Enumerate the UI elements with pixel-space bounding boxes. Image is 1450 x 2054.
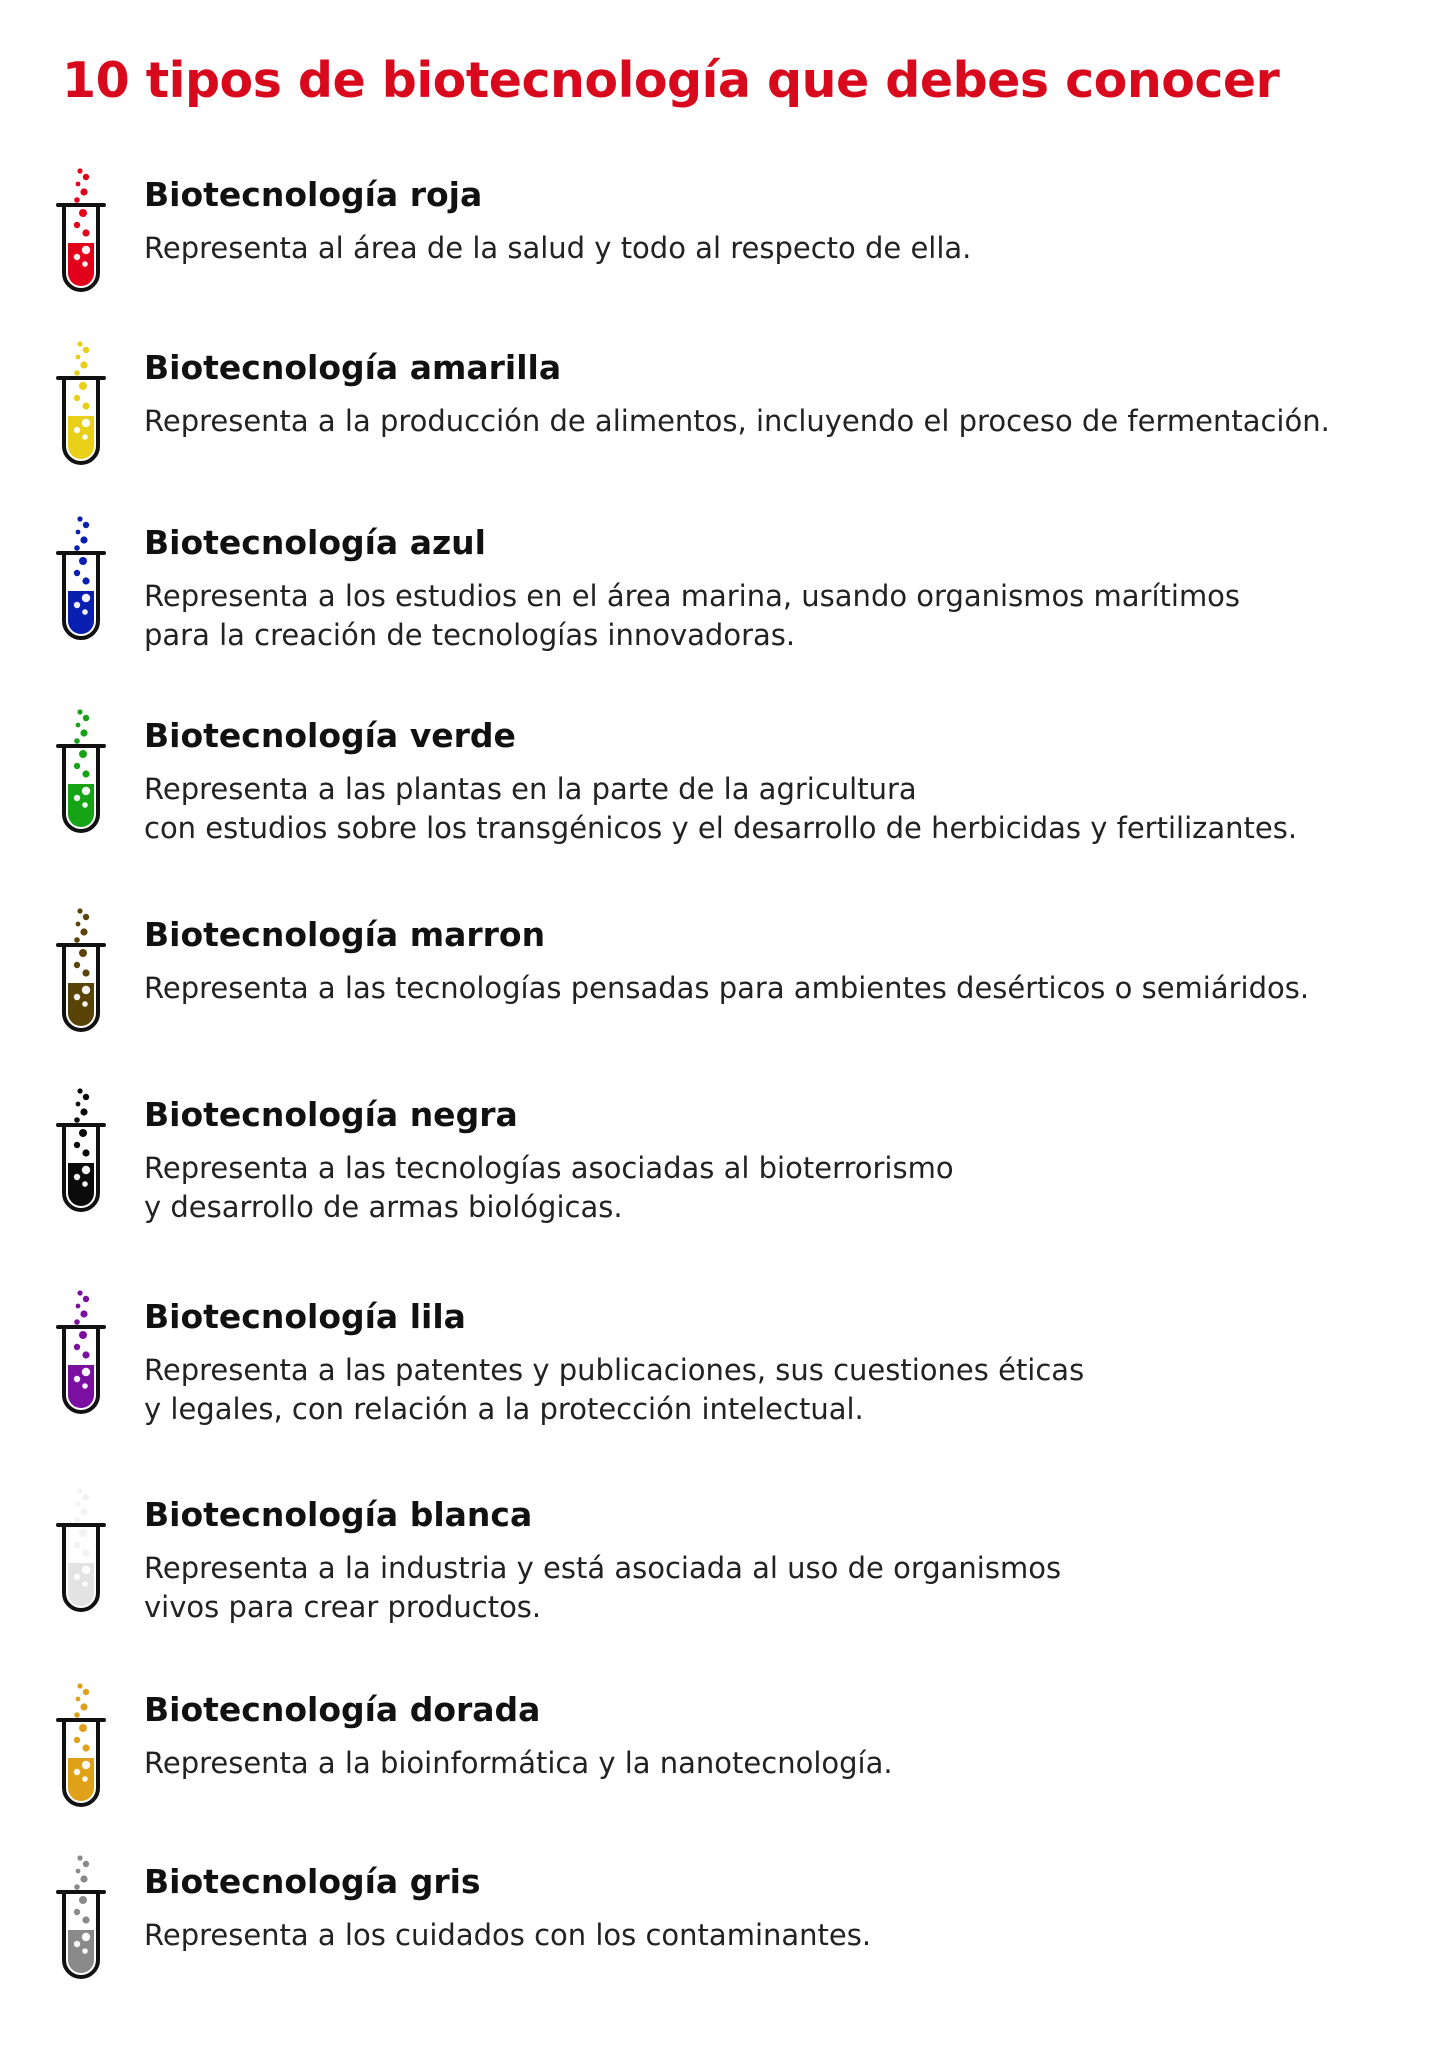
biotech-name: Biotecnología blanca <box>144 1495 533 1534</box>
description-line: Representa a las tecnologías asociadas al bioterrorismo <box>144 1151 954 1185</box>
biotech-description <box>144 770 1297 848</box>
biotech-text <box>144 1862 871 1955</box>
description-line: Representa a la producción de alimentos, incluyendo el proceso de fermentación. <box>144 404 1330 438</box>
biotech-name: Biotecnología marron <box>144 915 546 954</box>
test-tube-icon <box>56 1485 116 1617</box>
description-line: Representa a los cuidados con los contaminantes. <box>144 1918 872 1952</box>
biotech-description <box>144 1916 871 1955</box>
biotech-name: Biotecnología amarilla <box>144 348 562 387</box>
test-tube-icon <box>56 1680 116 1812</box>
biotech-description <box>144 1351 1084 1429</box>
biotech-name: Biotecnología gris <box>144 1862 481 1901</box>
biotech-description <box>144 1744 893 1783</box>
biotech-text <box>144 716 1297 848</box>
biotech-description <box>144 1549 1061 1627</box>
biotech-text <box>144 915 1309 1008</box>
description-line: Representa a la industria y está asociada al uso de organismos <box>144 1551 1062 1585</box>
biotech-description <box>144 1149 954 1227</box>
test-tube-icon <box>56 706 116 838</box>
test-tube-icon <box>56 513 116 645</box>
biotech-name: Biotecnología verde <box>144 716 516 755</box>
description-line: Representa a los estudios en el área marina, usando organismos marítimos <box>144 579 1241 613</box>
description-line: Representa a la bioinformática y la nanotecnología. <box>144 1746 893 1780</box>
biotech-text <box>144 1297 1084 1429</box>
biotech-text <box>144 1495 1061 1627</box>
biotech-description <box>144 969 1309 1008</box>
biotech-description <box>144 577 1240 655</box>
biotech-name: Biotecnología azul <box>144 523 486 562</box>
description-line: con estudios sobre los transgénicos y el desarrollo de herbicidas y fertilizantes. <box>144 811 1298 845</box>
biotech-description <box>144 229 971 268</box>
test-tube-icon <box>56 165 116 297</box>
biotech-text <box>144 175 971 268</box>
description-line: Representa a las plantas en la parte de la agricultura <box>144 772 917 806</box>
test-tube-icon <box>56 338 116 470</box>
test-tube-icon <box>56 1287 116 1419</box>
biotech-text <box>144 523 1240 655</box>
biotech-text <box>144 1095 954 1227</box>
test-tube-icon <box>56 905 116 1037</box>
biotech-text <box>144 1690 893 1783</box>
description-line: para la creación de tecnologías innovadoras. <box>144 618 796 652</box>
biotech-name: Biotecnología lila <box>144 1297 466 1336</box>
test-tube-icon <box>56 1085 116 1217</box>
biotech-name: Biotecnología negra <box>144 1095 518 1134</box>
page-title: 10 tipos de biotecnología que debes conocer <box>62 52 1280 109</box>
test-tube-icon <box>56 1852 116 1984</box>
biotech-text <box>144 348 1330 441</box>
biotech-name: Biotecnología roja <box>144 175 483 214</box>
description-line: Representa a las tecnologías pensadas para ambientes desérticos o semiáridos. <box>144 971 1310 1005</box>
biotech-name: Biotecnología dorada <box>144 1690 541 1729</box>
description-line: vivos para crear productos. <box>144 1590 542 1624</box>
description-line: y desarrollo de armas biológicas. <box>144 1190 623 1224</box>
biotech-description <box>144 402 1330 441</box>
description-line: Representa al área de la salud y todo al respecto de ella. <box>144 231 972 265</box>
description-line: Representa a las patentes y publicaciones, sus cuestiones éticas <box>144 1353 1085 1387</box>
description-line: y legales, con relación a la protección intelectual. <box>144 1392 864 1426</box>
